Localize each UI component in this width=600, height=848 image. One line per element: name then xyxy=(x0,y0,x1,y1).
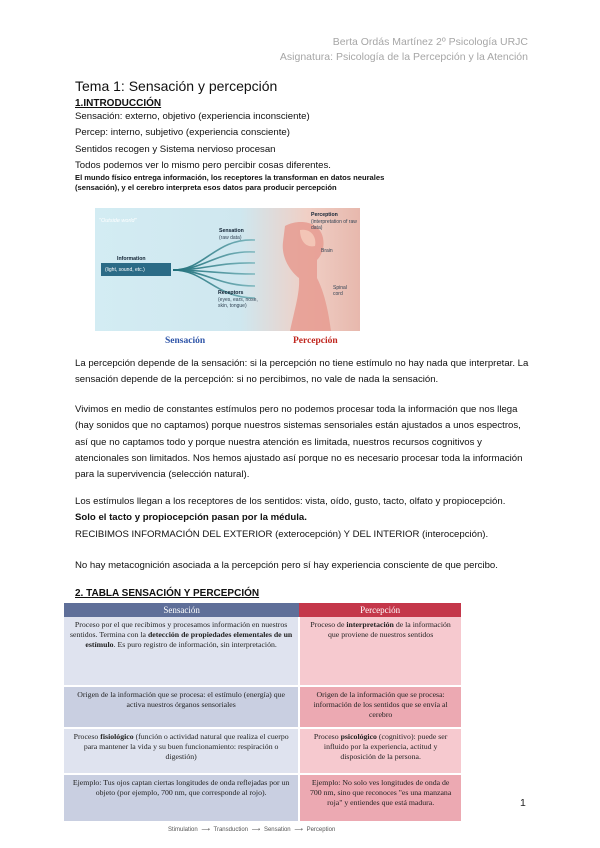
table-row xyxy=(64,617,461,686)
sensation-label: Sensation xyxy=(219,228,244,234)
sensation-perception-table xyxy=(64,603,461,823)
figure-label-percepcion xyxy=(293,336,338,346)
receptors-label: Receptors xyxy=(218,290,244,296)
perception-diagram-label: Perception xyxy=(311,212,338,218)
paragraph-metacognicion: No hay metacognición asociada a la percepción pero sí hay experiencia consciente de que percibo. xyxy=(75,560,498,571)
table-row xyxy=(64,728,461,774)
cell-text-bold: interpretación xyxy=(346,620,394,629)
table-cell: Ejemplo: No solo ves longitudes de onda de 700 nm, sino que reconoces "es una manzana roja" y entiendes que está madura. xyxy=(299,774,461,822)
table-cell xyxy=(299,617,461,686)
header-percepcion: Percepción xyxy=(299,603,461,617)
process-flow xyxy=(168,826,335,833)
header-sensacion: Sensación xyxy=(64,603,299,617)
figure-caption: El mundo físico entrega información, los receptores la transforman en datos neurales (sensación), y el cerebro interpreta esos datos para producir percepción xyxy=(75,173,385,192)
paragraph-estimulos: Vivimos en medio de constantes estímulos pero no podemos procesar toda la información que nos llega (hay sonidos que no captamos) porque nuestros sistemas sensoriales están ajustados a unos espectros, así que no captamos todo y porque nuestra atención es limitada, nuestros recursos cognitivos y atencionales son limitados. Nos hemos ajustado así porque no es necesario procesar toda la información para la supervivencia (selección natural). xyxy=(75,404,523,481)
page-title: Tema 1: Sensación y percepción xyxy=(75,78,278,94)
cell-text: (cognitivo): puede ser influido por la experiencia, actitud y disposición de la persona. xyxy=(323,732,448,761)
outside-world-label: "Outside world" xyxy=(99,218,137,224)
table-cell: Origen de la información que se procesa: información de los sentidos que se envía al cerebro xyxy=(299,686,461,728)
exterocepcion-line: RECIBIMOS INFORMACIÓN DEL EXTERIOR (exterocepción) Y DEL INTERIOR (interocepción). xyxy=(75,528,489,540)
table-cell xyxy=(64,728,299,774)
medula-line: Solo el tacto y propiocepción pasan por la médula. xyxy=(75,512,307,524)
cell-text: (función o actividad natural que realiza el cuerpo para mantener la vida y su buen funcionamiento: respiración o digestión) xyxy=(83,732,289,761)
table-row xyxy=(64,774,461,822)
intro-line: Todos podemos ver lo mismo pero percibir cosas diferentes. xyxy=(75,159,331,171)
header-author: Berta Ordás Martínez 2º Psicología URJC xyxy=(332,36,528,48)
spinal-cord-label: Spinal cord xyxy=(333,285,347,297)
section-2-heading: 2. TABLA SENSACIÓN Y PERCEPCIÓN xyxy=(75,588,260,599)
intro-line: Sentidos recogen y Sistema nervioso procesan xyxy=(75,143,276,155)
cell-text-bold: fisiológico xyxy=(100,732,134,741)
paragraph-receptores xyxy=(75,494,530,543)
figure-label-sensacion xyxy=(165,336,205,346)
page-number: 1 xyxy=(520,797,526,809)
table-header-row xyxy=(64,603,461,617)
receptores-line: Los estímulos llegan a los receptores de los sentidos: vista, oído, gusto, tacto, olfato y propiocepción. xyxy=(75,496,506,507)
arrow-right-icon: ⟶ xyxy=(251,827,261,833)
cell-text: Proceso xyxy=(73,732,101,741)
flow-step: Perception xyxy=(306,827,336,833)
flow-step: Transduction xyxy=(213,827,248,833)
flow-step: Sensation xyxy=(263,827,291,833)
intro-line: Sensación: externo, objetivo (experiencia inconsciente) xyxy=(75,111,310,122)
sensation-sub-label: (raw data) xyxy=(219,235,242,241)
intro-line: Percep: interno, subjetivo (experiencia consciente) xyxy=(75,127,290,139)
section-1-heading: 1.INTRODUCCIÓN xyxy=(75,98,162,109)
arrow-right-icon: ⟶ xyxy=(294,827,303,833)
flow-step: Stimulation xyxy=(168,827,198,833)
sensation-perception-figure xyxy=(95,208,360,331)
cell-text-bold: detección de propiedades elementales de un estímulo xyxy=(85,630,293,649)
receptors-sub-label: (eyes, ears, nose, skin, tongue) xyxy=(218,297,258,309)
information-label: Information xyxy=(117,256,146,262)
cell-text: Proceso xyxy=(313,732,341,741)
arrow-right-icon: ⟶ xyxy=(201,827,210,833)
perception-sub-label: (interpretation of raw data) xyxy=(311,219,357,231)
table-cell: Ejemplo: Tus ojos captan ciertas longitudes de onda reflejadas por un objeto (por ejemplo, 700 nm, que corresponde al rojo). xyxy=(64,774,299,822)
sensacion-label-text: Sensación xyxy=(165,336,206,346)
table-cell xyxy=(299,728,461,774)
information-sub-label: (light, sound, etc.) xyxy=(105,267,145,273)
table-cell xyxy=(64,617,299,686)
brain-label: Brain xyxy=(321,248,333,254)
cell-text: . Es puro registro de información, sin interpretación. xyxy=(113,640,277,649)
paragraph-dependencia: La percepción depende de la sensación: si la percepción no tiene estímulo no hay nada que interpretar. La sensación depende de la percepción: si no percibimos, no vale de nada la sensación. xyxy=(75,358,529,386)
cell-text: Proceso de xyxy=(310,620,347,629)
table-cell: Origen de la información que se procesa: el estímulo (energía) que activa nuestros órganos sensoriales xyxy=(64,686,299,728)
percepcion-label-text: Percepción xyxy=(293,336,338,346)
section-1-lines xyxy=(75,109,530,174)
table-row xyxy=(64,686,461,728)
cell-text: Proceso por el que recibimos y procesamos información en nuestros sentidos. Termina con la xyxy=(70,620,288,639)
cell-text: de la información que proviene de nuestros sentidos xyxy=(328,620,451,639)
cell-text-bold: psicológico xyxy=(340,732,377,741)
header-subject: Asignatura: Psicología de la Percepción y la Atención xyxy=(279,51,528,63)
